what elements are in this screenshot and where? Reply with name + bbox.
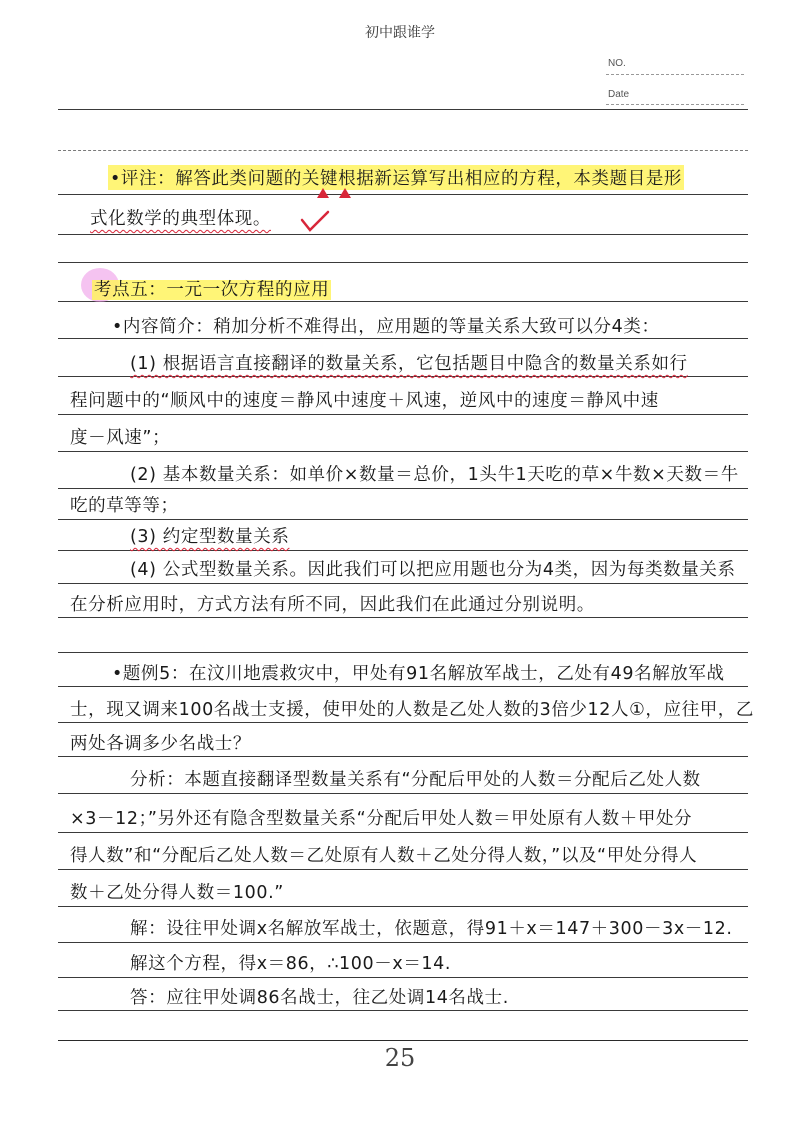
solution-line-1: 解：设往甲处调x名解放军战士，依题意，得91＋x＝147＋300－3x－12. [130, 919, 733, 939]
analysis-line-4: 数＋乙处分得人数＝100.” [70, 883, 284, 903]
ruled-line [58, 869, 748, 870]
example-line-3: 两处各调多少名战士？ [70, 734, 251, 754]
type2-line-1: (2) 基本数量关系：如单价×数量＝总价，1头牛1天吃的草×牛数×天数＝牛 [130, 465, 739, 485]
header-title: 初中跟谁学 [365, 25, 435, 41]
no-field-line [606, 74, 744, 75]
ruled-line [58, 652, 748, 653]
ruled-line [58, 756, 748, 757]
comment-line-1: •评注：解答此类问题的关键根据新运算写出相应的方程，本类题目是形 [108, 165, 684, 190]
ruled-line [58, 262, 748, 263]
analysis-line-3: 得人数”和“分配后乙处人数＝乙处原有人数＋乙处分得人数，”以及“甲处分得人 [70, 846, 698, 866]
ruled-line [58, 1010, 748, 1011]
solution-line-2: 解这个方程，得x＝86，∴100－x＝14. [130, 954, 452, 974]
analysis-line-2: ×3－12；”另外还有隐含型数量关系“分配后甲处人数＝甲处原有人数＋甲处分 [70, 809, 693, 829]
ruled-line [58, 414, 748, 415]
ruled-line [58, 519, 748, 520]
topic-heading-text: 考点五：一元一次方程的应用 [94, 280, 330, 300]
ruled-line [58, 1040, 748, 1041]
red-insert-mark-icon [315, 186, 355, 200]
type4-line-1: (4) 公式型数量关系。因此我们可以把应用题也分为4类，因为每类数量关系 [130, 560, 736, 580]
ruled-line [58, 109, 748, 110]
ruled-line [58, 376, 748, 377]
no-label: NO. [608, 58, 626, 69]
type2-line-2: 吃的草等等； [70, 496, 179, 516]
ruled-line [58, 488, 748, 489]
type1-line-1: (1) 根据语言直接翻译的数量关系，它包括题目中隐含的数量关系如行 [130, 354, 688, 374]
ruled-line [58, 234, 748, 235]
comment-line-2: 式化数学的典型体现。 [90, 209, 271, 229]
ruled-line [58, 451, 748, 452]
ruled-line [58, 583, 748, 584]
type3-line: (3) 约定型数量关系 [130, 527, 290, 547]
ruled-line [58, 722, 748, 723]
ruled-line [58, 550, 748, 551]
example-line-2: 士，现又调来100名战士支援，使甲处的人数是乙处人数的3倍少12人①，应往甲，乙 [70, 700, 754, 720]
intro-line: •内容简介：稍加分析不难得出，应用题的等量关系大致可以分4类： [112, 317, 660, 337]
type1-line-3: 度－风速”； [70, 428, 171, 448]
ruled-line [58, 832, 748, 833]
ruled-line [58, 617, 748, 618]
ruled-line [58, 906, 748, 907]
type4-line-2: 在分析应用时，方式方法有所不同，因此我们在此通过分别说明。 [70, 595, 595, 615]
example-line-1: •题例5：在汶川地震救灾中，甲处有91名解放军战士，乙处有49名解放军战 [112, 664, 725, 684]
answer-line: 答：应往甲处调86名战士，往乙处调14名战士. [130, 988, 509, 1008]
ruled-line [58, 338, 748, 339]
type1-line-2: 程问题中的“顺风中的速度＝静风中速度＋风速，逆风中的速度＝静风中速 [70, 391, 659, 411]
red-check-mark-icon [300, 210, 330, 234]
ruled-line [58, 793, 748, 794]
ruled-line [58, 194, 748, 195]
analysis-line-1: 分析：本题直接翻译型数量关系有“分配后甲处的人数＝分配后乙处人数 [130, 770, 701, 790]
date-field-line [606, 104, 744, 105]
page-number: 25 [384, 1044, 416, 1072]
ruled-line [58, 977, 748, 978]
ruled-line [58, 301, 748, 302]
date-label: Date [608, 89, 630, 100]
ruled-line [58, 686, 748, 687]
ruled-line [58, 150, 748, 151]
ruled-line [58, 942, 748, 943]
topic-heading [92, 276, 331, 301]
